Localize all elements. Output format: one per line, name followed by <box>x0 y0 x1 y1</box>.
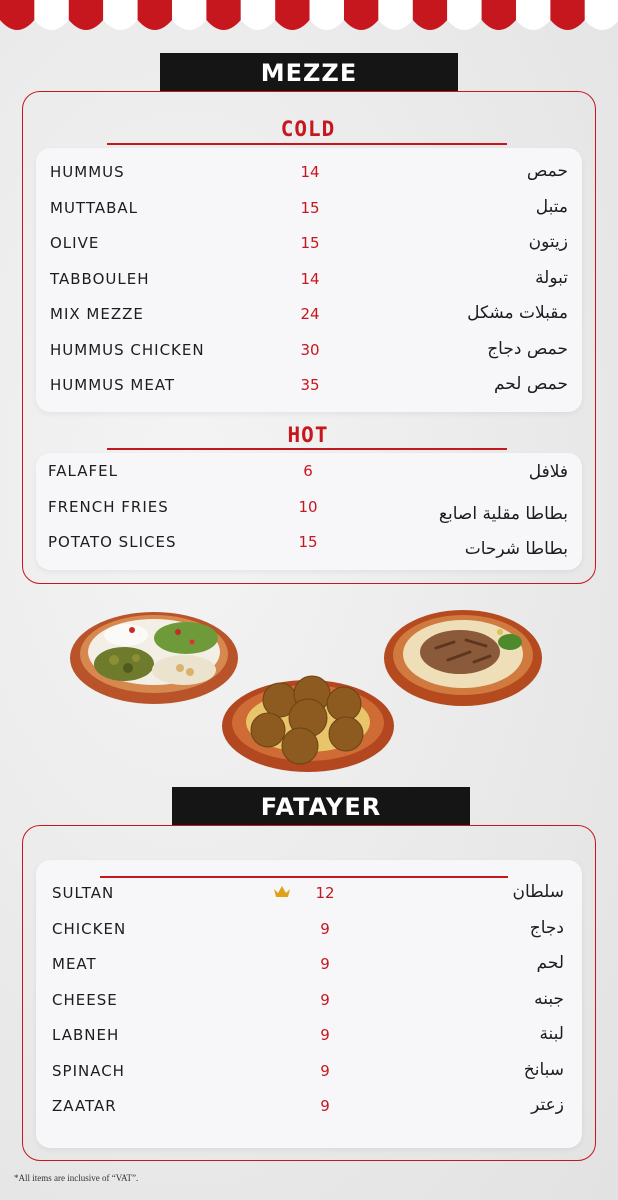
menu-item-price: 14 <box>300 163 320 181</box>
menu-item-name: POTATO SLICES <box>48 533 177 551</box>
menu-item-price: 12 <box>315 884 335 902</box>
menu-item-row <box>50 376 568 402</box>
menu-item-row <box>52 1059 564 1088</box>
menu-item-price: 35 <box>300 376 320 394</box>
menu-item-arabic-name: مقبلات مشكل <box>467 303 568 323</box>
menu-item-price: 15 <box>298 533 318 551</box>
menu-item-price: 9 <box>320 990 330 1009</box>
menu-item-row <box>52 955 564 981</box>
menu-item-row <box>48 462 568 488</box>
menu-item-arabic-name: سبانخ <box>523 1059 564 1080</box>
menu-item-name: HUMMUS <box>50 163 125 181</box>
menu-item-row <box>50 267 568 296</box>
falafel-plate-photo <box>220 672 396 776</box>
menu-item-name: MIX MEZZE <box>50 305 144 323</box>
menu-item-row <box>52 1026 564 1052</box>
hot-heading: HOT <box>287 423 329 447</box>
menu-item-name: FRENCH FRIES <box>48 497 169 516</box>
cold-rule <box>107 143 507 145</box>
menu-item-price: 15 <box>300 198 320 217</box>
menu-item-price: 9 <box>320 919 330 938</box>
menu-item-name: SULTAN <box>52 884 115 902</box>
menu-item-row <box>50 234 568 260</box>
awning-decoration <box>0 0 618 34</box>
menu-item-arabic-name: متبل <box>535 196 568 217</box>
menu-item-price: 9 <box>320 1061 330 1080</box>
menu-item-row <box>52 917 564 946</box>
menu-item-name: CHICKEN <box>52 919 127 938</box>
menu-item-arabic-name: سلطان <box>512 882 564 902</box>
menu-item-arabic-name: حمص دجاج <box>487 338 568 359</box>
menu-item-price: 9 <box>320 1026 330 1044</box>
menu-item-arabic-name: لحم <box>536 953 564 973</box>
menu-item-row <box>50 305 568 331</box>
menu-item-arabic-name: جبنه <box>534 988 564 1009</box>
menu-item-price: 6 <box>303 462 313 480</box>
menu-item-arabic-name: بطاطا مقلية اصابع <box>438 503 568 524</box>
crown-icon <box>273 885 291 899</box>
menu-item-row <box>52 1097 564 1123</box>
menu-item-price: 24 <box>300 305 320 323</box>
cold-heading: COLD <box>280 117 336 141</box>
menu-item-name: LABNEH <box>52 1026 120 1044</box>
menu-item-row <box>50 163 568 189</box>
menu-item-price: 30 <box>300 340 320 359</box>
menu-item-arabic-name: زعتر <box>531 1095 564 1115</box>
menu-item-arabic-name: حمص لحم <box>493 374 568 394</box>
menu-item-name: FALAFEL <box>48 462 118 480</box>
menu-item-row <box>52 988 564 1017</box>
hot-rule <box>107 448 507 450</box>
mezze-section-title: MEZZE <box>160 53 458 91</box>
menu-item-row <box>50 196 568 225</box>
menu-item-name: ZAATAR <box>52 1097 117 1115</box>
menu-item-row <box>48 498 568 524</box>
menu-item-name: CHEESE <box>52 990 118 1009</box>
fatayer-rule <box>100 876 508 878</box>
menu-item-arabic-name: حمص <box>526 161 568 181</box>
menu-item-row <box>48 533 568 559</box>
menu-item-arabic-name: فلافل <box>528 462 568 482</box>
menu-item-price: 15 <box>300 234 320 252</box>
menu-item-row <box>52 884 564 910</box>
menu-item-row <box>50 338 568 367</box>
menu-item-arabic-name: تبولة <box>535 267 568 288</box>
menu-item-arabic-name: دجاج <box>529 917 564 938</box>
menu-item-price: 10 <box>298 497 318 516</box>
menu-item-name: MUTTABAL <box>50 198 138 217</box>
shawarma-hummus-photo <box>382 604 544 710</box>
menu-item-price: 9 <box>320 1097 330 1115</box>
menu-item-name: MEAT <box>52 955 97 973</box>
menu-item-name: HUMMUS MEAT <box>50 376 176 394</box>
mezze-platter-photo <box>68 602 240 706</box>
menu-item-name: OLIVE <box>50 234 100 252</box>
vat-footnote: *All items are inclusive of “VAT”. <box>14 1173 139 1183</box>
menu-item-name: SPINACH <box>52 1061 125 1080</box>
menu-item-name: TABBOULEH <box>50 269 150 288</box>
fatayer-section-title: FATAYER <box>172 787 470 825</box>
menu-item-name: HUMMUS CHICKEN <box>50 340 205 359</box>
menu-item-price: 14 <box>300 269 320 288</box>
menu-item-arabic-name: زيتون <box>528 232 568 252</box>
menu-item-arabic-name: بطاطا شرحات <box>464 539 568 559</box>
menu-item-arabic-name: لبنة <box>539 1024 564 1044</box>
menu-item-price: 9 <box>320 955 330 973</box>
